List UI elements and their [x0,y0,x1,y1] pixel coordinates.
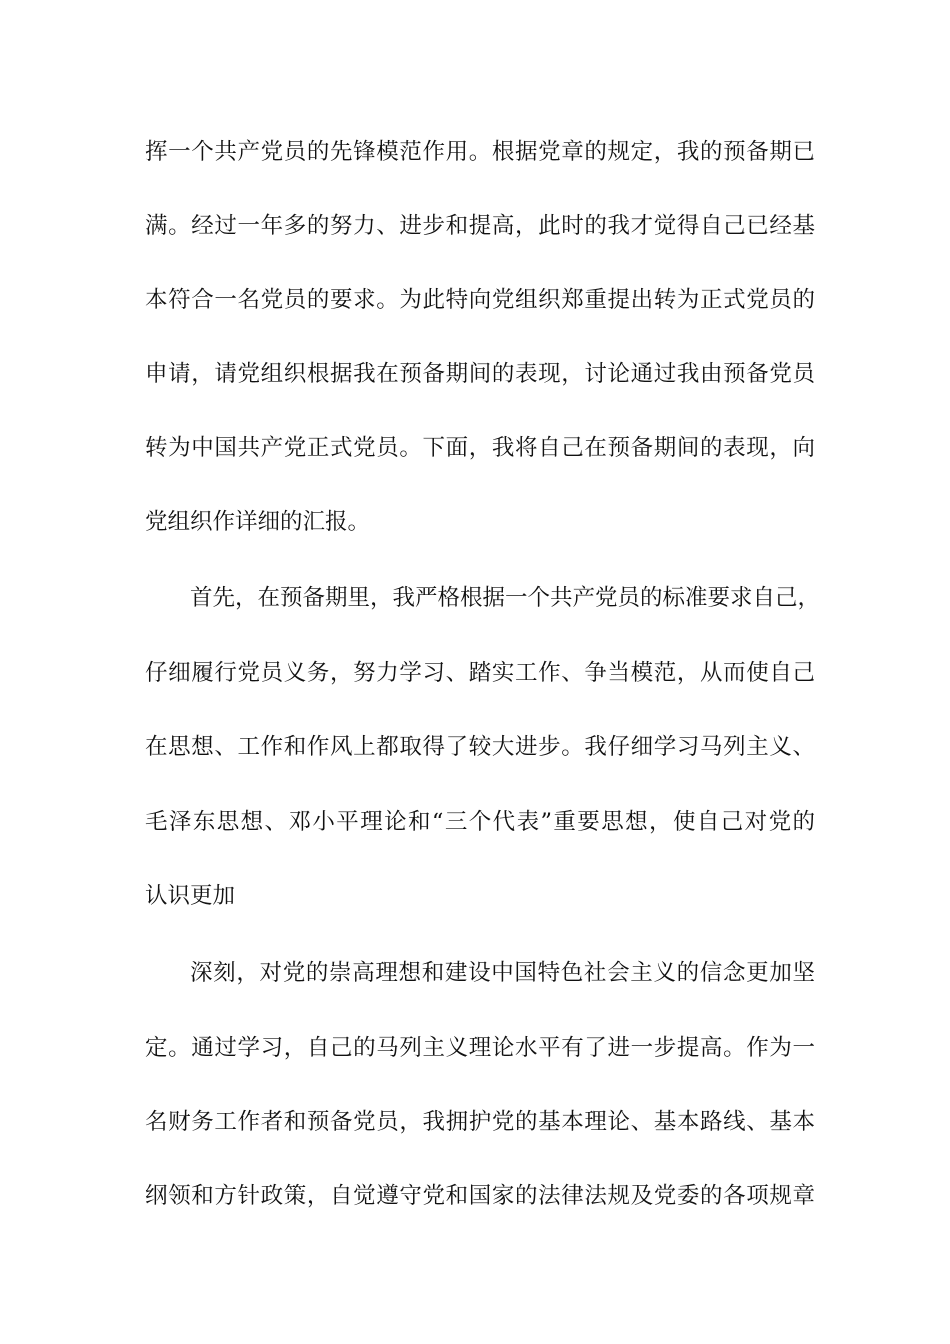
text-line: 转为中国共产党正式党员。下面，我将自己在预备期间的表现，向 [145,435,815,461]
text-line: 本符合一名党员的要求。为此特向党组织郑重提出转为正式党员的 [145,287,815,313]
text-line: 申请，请党组织根据我在预备期间的表现，讨论通过我由预备党员 [145,361,815,387]
paragraph-first-line: 深刻，对党的崇高理想和建设中国特色社会主义的信念更加坚 [190,960,815,986]
text-line: 名财务工作者和预备党员，我拥护党的基本理论、基本路线、基本 [145,1109,815,1135]
text-line: 纲领和方针政策，自觉遵守党和国家的法律法规及党委的各项规章 [145,1183,815,1209]
text-line: 满。经过一年多的努力、进步和提高，此时的我才觉得自己已经基 [145,213,815,239]
text-line: 定。通过学习，自己的马列主义理论水平有了进一步提高。作为一 [145,1035,815,1061]
text-line: 毛泽东思想、邓小平理论和“三个代表”重要思想，使自己对党的 [145,809,815,835]
text-line: 仔细履行党员义务，努力学习、踏实工作、争当模范，从而使自己 [145,660,815,686]
paragraph-first-line: 首先，在预备期里，我严格根据一个共产党员的标准要求自己， [190,585,821,611]
text-line: 党组织作详细的汇报。 [145,509,371,535]
text-line: 在思想、工作和作风上都取得了较大进步。我仔细学习马列主义、 [145,734,815,760]
text-line: 挥一个共产党员的先锋模范作用。根据党章的规定，我的预备期已 [145,139,815,165]
text-line: 认识更加 [145,883,236,909]
